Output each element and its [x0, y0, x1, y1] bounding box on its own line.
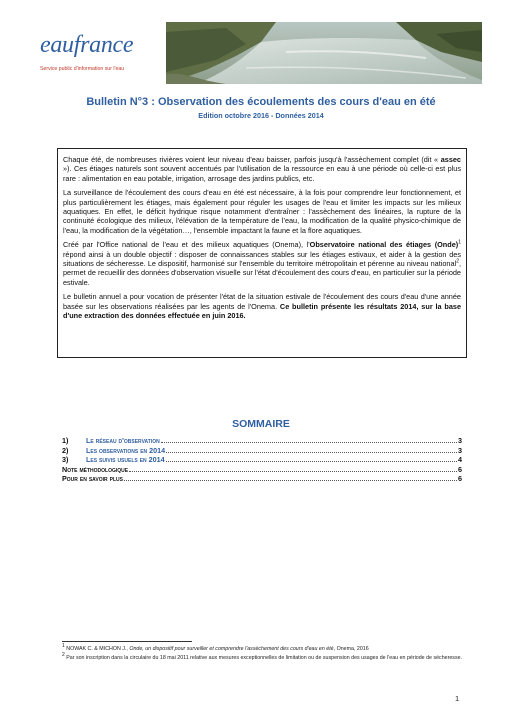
toc-item[interactable]	[62, 436, 462, 446]
footnote-1-title: Onde, un dispositif pour surveiller et comprendre l'assèchement des cours d'eau en été	[129, 646, 334, 652]
toc-item[interactable]	[62, 446, 462, 456]
toc-item[interactable]	[62, 465, 462, 475]
footnote-1-authors: NOWAK C. & MICHON J.,	[64, 646, 130, 652]
intro-paragraph-2: La surveillance de l'écoulement des cours d'eau en été est nécessaire, à la fois pour comprendre leur fonctionnement, et plus particulièrement les étiages, mais également pour réguler les usages de l'eau et limiter les impacts sur les milieux aquatiques. En effet, le déficit hydrique risque notamment d'entraîner : l'assèchement des linéaires, la rupture de la continuité écologique des milieux, l'élévation de la température de l'eau, la modification de la qualité physico-chimique de l'eau, la modification de la végétation…, l'ensemble impactant la faune et la flore aquatiques.	[63, 188, 461, 235]
intro-p4-text-a: Le bulletin annuel a pour vocation de présenter l'état de la situation estivale de l'écoulement des cours d'eau d'une année basée sur les observations réalisées par les agents de l'Onema.	[63, 292, 461, 311]
page-header	[40, 22, 482, 84]
footnote-1-number: 1	[62, 643, 65, 650]
intro-paragraph-1	[63, 155, 461, 183]
footnotes	[62, 643, 466, 664]
footnote-1	[62, 643, 466, 653]
toc-leader-dots	[166, 452, 457, 453]
river-banner-image	[166, 22, 482, 84]
toc-item-label[interactable]: Les suivis usuels en 2014	[86, 455, 165, 465]
footnote-2	[62, 652, 466, 662]
toc-item-label[interactable]: Note méthodologique	[62, 464, 129, 474]
toc-item-page: 3	[458, 436, 462, 445]
toc-item-page: 6	[458, 464, 462, 474]
toc-item-label[interactable]: Le réseau d'observation	[86, 436, 160, 445]
intro-p4-bold: Ce bulletin présente les résultats 2014, sur la base d'une extraction des données effectuée en juin 2016.	[63, 301, 461, 320]
intro-p1-text-c: »). Ces étiages naturels sont souvent accentués par l'utilisation de la ressource en eau à une période où celle-ci est plus rare : alimentation en eau potable, irrigation, arrosage des jardins publics, etc.	[63, 164, 461, 183]
footnote-1-source: , Onema, 2016	[333, 646, 369, 652]
toc-leader-dots	[124, 480, 457, 481]
intro-p3-onde: Observatoire national des étiages (Onde)	[309, 240, 459, 250]
toc-item-number: 1)	[62, 436, 69, 445]
footnote-ref-2: 2	[456, 258, 459, 265]
intro-p1-text-a: Chaque été, de nombreuses rivières voient leur niveau d'eau baisser, parfois jusqu'à l'assèchement complet (dit «	[63, 155, 441, 164]
logo-wordmark: eaufrance	[40, 32, 134, 58]
intro-p3-text-c: répond ainsi à un double objectif : disposer de connaissances stables sur les étiages estivaux, et aider à la gestion des situations de sécheresse. Le dispositif, harmonisé sur l'ensemble du territoire métropolitain et pérenne au niveau national	[63, 249, 461, 268]
intro-p3-text-d: , permet de recueillir des données d'observation visuelle sur l'état d'écoulement des cours d'eau, en particulier sur la période estivale.	[63, 258, 461, 287]
eaufrance-logo	[40, 26, 158, 82]
intro-p1-assec: assec	[440, 155, 461, 164]
intro-paragraph-3	[63, 240, 461, 286]
toc-item-label[interactable]: Les observations en 2014	[86, 445, 166, 455]
toc-item-page: 4	[458, 455, 462, 465]
footnote-ref-1: 1	[458, 239, 461, 246]
bulletin-edition: Edition octobre 2016 - Données 2014	[198, 111, 324, 120]
intro-box	[57, 148, 467, 358]
toc-leader-dots	[129, 471, 457, 472]
footnote-2-number: 2	[62, 652, 65, 659]
toc-item-label[interactable]: Pour en savoir plus	[62, 474, 123, 484]
toc-item-number: 2)	[62, 445, 69, 455]
toc-leader-dots	[166, 461, 457, 462]
page-number: 1	[455, 694, 460, 703]
footnote-2-text: Par son inscription dans la circulaire du 18 mai 2011 relative aux mesures exceptionnelles de limitation ou de suspension des usages de l'eau en période de sécheresse.	[64, 655, 463, 661]
logo-tagline: Service public d'information sur l'eau	[40, 66, 125, 72]
toc-item-number: 3)	[62, 455, 69, 465]
toc-item-page: 3	[458, 445, 462, 455]
toc-leader-dots	[161, 442, 457, 443]
toc-item-page: 6	[458, 474, 462, 484]
toc-title: SOMMAIRE	[232, 418, 290, 430]
table-of-contents	[62, 436, 462, 484]
bulletin-title: Bulletin N°3 : Observation des écoulements des cours d'eau en été	[86, 96, 436, 108]
intro-p3-text-a: Créé par l'Office national de l'eau et des milieux aquatiques (Onema), l'	[63, 240, 310, 250]
intro-paragraph-4	[63, 292, 461, 320]
toc-item[interactable]	[62, 474, 462, 484]
footnote-separator	[62, 641, 192, 642]
toc-item[interactable]	[62, 455, 462, 465]
